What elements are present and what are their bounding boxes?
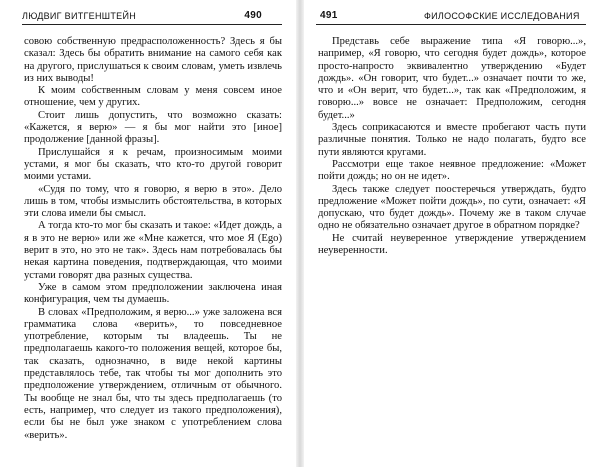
page-number-left: 490	[244, 10, 262, 21]
paragraph: Здесь также следует поостеречься утверждать, будто предложение «Может пойти дождь», по сути, означает: «Я допускаю, что будет дождь». Почему же в таком случае одно не обязательно означает другое в обратном порядке?	[318, 183, 586, 232]
running-head-author: ЛЮДВИГ ВИТГЕНШТЕЙН	[22, 11, 137, 21]
paragraph: совою собственную предрасположенность? Здесь я бы сказал: Здесь бы обратить внимание на самого себя как на другого, прислушаться к своим словам, уметь извлечь из них выводы!	[24, 36, 282, 84]
paragraph: Уже в самом этом предположении заключена иная конфигурация, чем ты думаешь.	[24, 281, 282, 306]
paragraph: Представь себе выражение типа «Я говорю...», например, «Я говорю, что сегодня будет дождь», которое просто-напросто эквивалентно утверждению «Будет дождь». «Он говорит, что будет...» означает почти то же, что и «Он верит, что будет...», так как «Предположим, я говорю...» вовсе не означает: Предположим, сегодня будет...»	[318, 36, 586, 121]
paragraph: Не считай неуверенное утверждение утверждением неуверенности.	[318, 232, 586, 257]
paragraph: К моим собственным словам у меня совсем иное отношение, чем у других.	[24, 85, 282, 109]
right-page-header	[316, 10, 586, 25]
paragraph: А тогда кто-то мог бы сказать и такое: «Идет дождь, а я в это не верю» или же «Мне кажется, что мое Я (Ego) верит в это, но это не так». Здесь нам потребовалась бы некая картина поведения, подтверждающая, что моими устами говорят два разных существа.	[24, 220, 282, 281]
running-head-title: ФИЛОСОФСКИЕ ИССЛЕДОВАНИЯ	[424, 11, 580, 21]
page-number-right: 491	[320, 10, 338, 21]
paragraph: Рассмотри еще такое неявное предложение: «Может пойти дождь; но он не идет».	[318, 158, 586, 183]
right-page-body	[318, 36, 586, 257]
left-page-header	[22, 10, 282, 25]
left-page-body	[24, 36, 282, 442]
paragraph: Стоит лишь допустить, что возможно сказать: «Кажется, я верю» — я бы мог найти это [иное] продолжение [данной фразы].	[24, 109, 282, 146]
right-page	[304, 0, 600, 467]
paragraph: Прислушайся я к речам, произносимым моими устами, я мог бы сказать, что кто-то другой говорит моими устами.	[24, 146, 282, 183]
book-gutter	[296, 0, 304, 467]
paragraph: «Судя по тому, что я говорю, я верю в это». Дело лишь в том, чтобы измыслить обстоятельства, в которых эти слова имели бы смысл.	[24, 183, 282, 220]
left-page	[0, 0, 296, 467]
paragraph: В словах «Предположим, я верю...» уже заложена вся грамматика слова «верить», то повседневное употребление, которым ты владеешь. Ты не предполагаешь какого-то положения вещей, которое бы, так сказать, однозначно, в виде некой картины представлялось тебе, так чтобы ты мог дополнить это предположение утверждением, отличным от обычного. Ты вообще не знал бы, что ты здесь предполагаешь (то есть, например, что следует из такого предположения), если бы не был уже знаком с употреблением слова «верить».	[24, 306, 282, 441]
paragraph: Здесь соприкасаются и вместе пробегают часть пути различные понятия. Только не надо полагать, будто все пути являются кругами.	[318, 122, 586, 158]
